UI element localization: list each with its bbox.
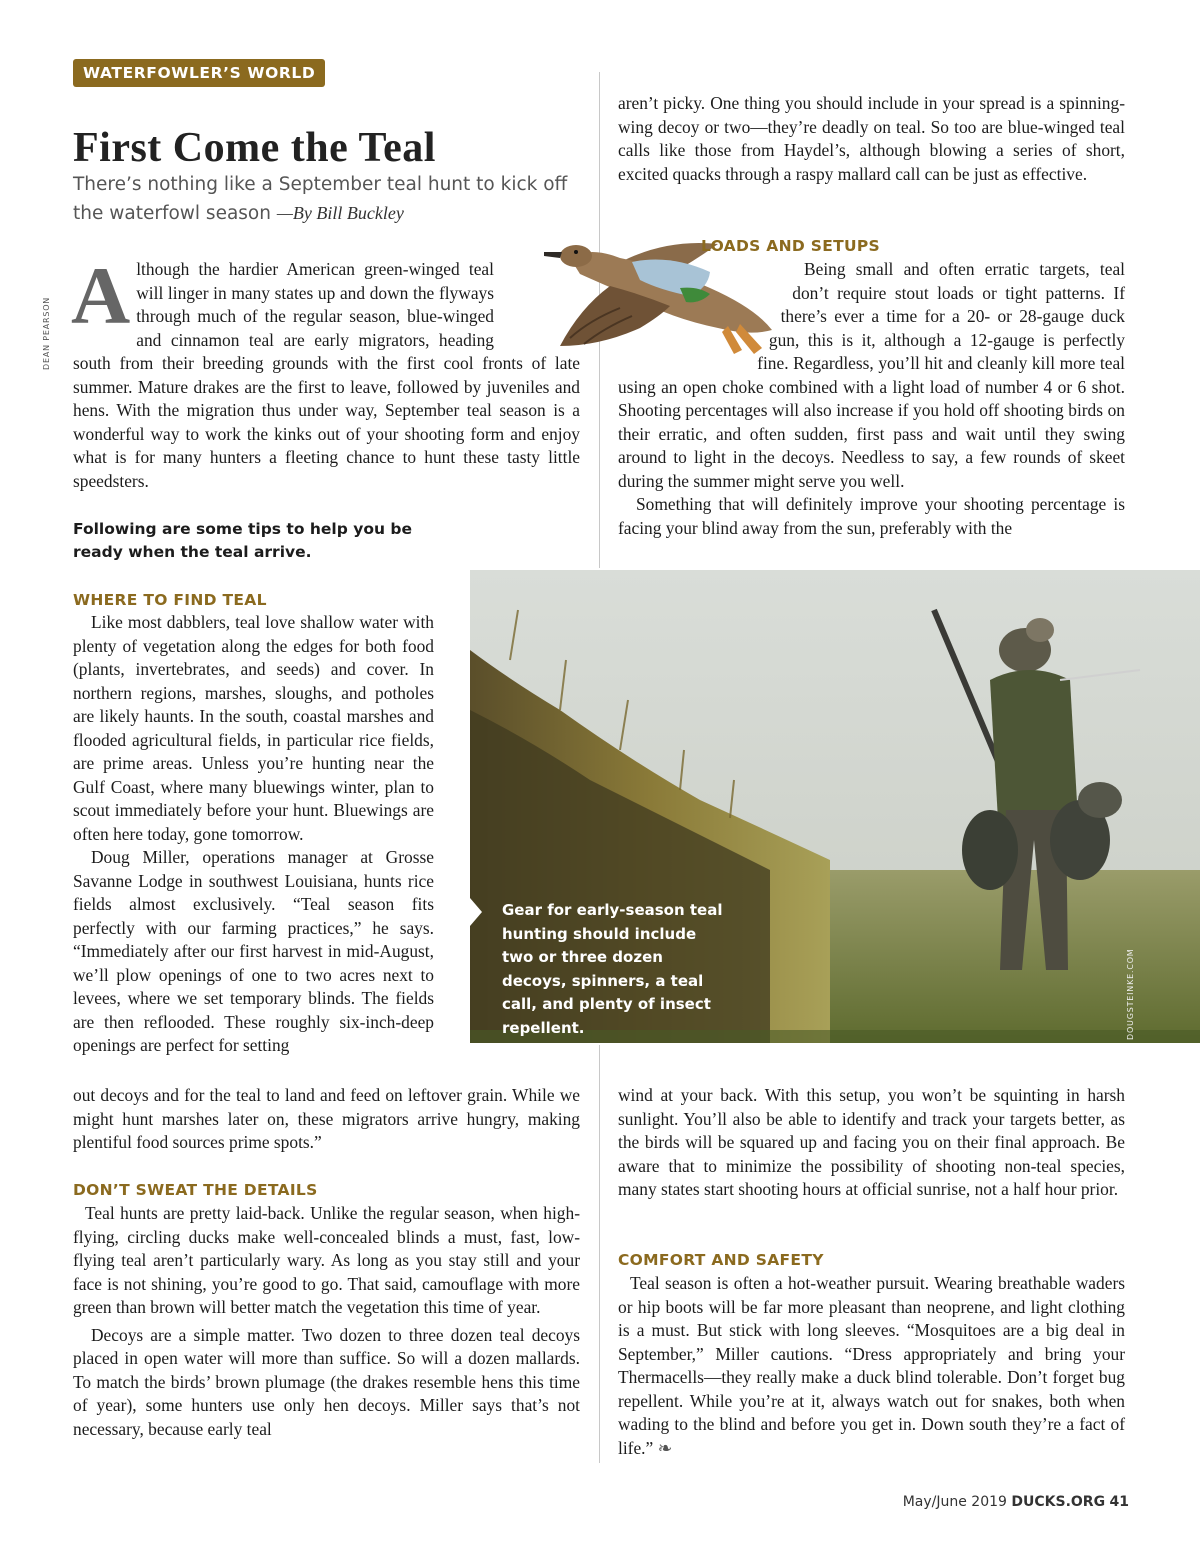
where-paragraph-1: Like most dabblers, teal love shallow water with plenty of vegetation along the edges for both food (plants, invertebrates, and seeds) and cover. In northern regions, marshes, sloughs, and potholes are likely haunts. In the south, coastal marshes and flooded agricultural fields, in particular rice fields, are prime areas. Unless you’re hunting near the Gulf Coast, where many bluewings winter, plan to scout immediately before your hunt. Bluewings are often here today, gone tomorrow. [73, 612, 434, 844]
tips-lead: Following are some tips to help you be ready when the teal arrive. [73, 520, 413, 561]
wrap-spacer [494, 258, 580, 350]
details-paragraph-1: Teal hunts are pretty laid-back. Unlike the regular season, when high-flying, circling ducks make well-concealed blinds a must, fast, low-flying teal aren’t particularly wary. As long as you stay still and your face is not shining, you’re good to go. That said, camouflage with more green than brown will better match the vegetation this time of year. [73, 1203, 580, 1317]
byline: —By Bill Buckley [276, 203, 404, 223]
heading-loads-and-setups: LOADS AND SETUPS [701, 237, 880, 255]
loads-paragraph-2-cont: wind at your back. With this setup, you won’t be squinting in harsh sunlight. You’ll also be able to identify and track your targets better, as the birds will be squared up and facing you on their final approach. Be aware that to minimize the possibility of shooting non-teal species, many states start shooting hours at official sunrise, not a half hour prior. [618, 1085, 1125, 1199]
intro-paragraph [71, 250, 580, 493]
where-paragraph-2-continued [73, 1084, 580, 1155]
loads-paragraph-2-continued [618, 1084, 1125, 1202]
column-rule-bottom [599, 1045, 600, 1463]
loads-paragraph-1: Being small and often erratic targets, teal don’t require stout loads or tight patterns. If there’s ever a time for a 20- or 28-gauge duck gun, this is it, although a 12-gauge is perfectly fine. Regardless, you’ll hit and cleanly kill more teal using an open choke combined with a light load of number 4 or 6 shot. Shooting percentages will also increase if you hold off shooting birds on their erratic, and often sudden, first pass and wait until they swing around to light in the decoys. Needless to say, a few rounds of skeet during the summer might serve you well. [618, 259, 1125, 491]
caption-pointer [470, 898, 482, 926]
article-title: First Come the Teal [73, 125, 436, 171]
loads-paragraph-2: Something that will definitely improve your shooting percentage is facing your blind away from the sun, preferably with the [618, 494, 1125, 538]
comfort-text: Teal season is often a hot-weather pursuit. Wearing breathable waders or hip boots will be far more pleasant than neoprene, and light clothing is a must. But stick with long sleeves. “Mosquitoes are a big deal in September,” Miller cautions. “Dress appropriately and bring your Thermacells—they really make a duck blind tolerable. Don’t forget bug repellent. While you’re at it, always watch out for snakes, both when wading to the blind and before you get in. Down south they’re a fact of life.” [618, 1273, 1125, 1458]
right-top-text: aren’t picky. One thing you should include in your spread is a spinning-wing decoy or two—they’re deadly on teal. So too are blue-winged teal calls like those from Haydel’s, although blowing a series of short, excited quacks through a raspy mallard call can be just as effective. [618, 93, 1125, 184]
page-number: 41 [1109, 1494, 1129, 1510]
footer-date: May/June 2019 [902, 1494, 1007, 1510]
subtitle-text: There’s nothing like a September teal hunt to kick off the waterfowl season [73, 174, 568, 224]
heading-comfort-and-safety: COMFORT AND SAFETY [618, 1251, 824, 1269]
article-subtitle [73, 171, 593, 228]
photo-caption: Gear for early-season teal hunting should include two or three dozen decoys, spinners, a teal call, and plenty of insect repellent. [502, 901, 723, 1037]
page-footer [903, 1494, 1129, 1510]
intro-text: lthough the hardier American green-winged teal will linger in many states up and down the flyways through much of the regular season, blue-winged and cinnamon teal are early migrators, heading south from their breeding grounds with the first cool fronts of late summer. Mature drakes are the first to leave, followed by juveniles and hens. With the migration thus under way, September teal season is a wonderful way to work the kinks out of your shooting form and enjoy what is for many hunters a fleeting chance to hunt these tasty little speedsters. [73, 259, 580, 491]
section-tag: WATERFOWLER’S WORLD [73, 59, 325, 87]
drop-cap: A [71, 250, 131, 341]
right-top-paragraph [618, 92, 1125, 186]
where-paragraph-2: Doug Miller, operations manager at Grosse Savanne Lodge in southwest Louisiana, hunts rice fields almost exclusively. “Teal season fits perfectly with our farming practices,” he says. “Immediately after our first harvest in mid-August, we’ll plow openings of one to two acres next to levees, where we set temporary blinds. The fields are then reflooded. These roughly six-inch-deep openings are perfect for setting [73, 847, 434, 1055]
footer-site: DUCKS.ORG [1011, 1494, 1106, 1510]
where-paragraph-2-cont: out decoys and for the teal to land and feed on leftover grain. While we might hunt marshes later on, these migrators arrive hungry, making plentiful food sources prime spots.” [73, 1085, 580, 1152]
heading-dont-sweat-the-details: DON’T SWEAT THE DETAILS [73, 1181, 318, 1199]
photo-credit-main: DOUGSTEINKE.COM [1126, 948, 1135, 1040]
loads-section-body [618, 258, 1125, 540]
heading-where-to-find-teal: WHERE TO FIND TEAL [73, 591, 267, 609]
where-section-body [73, 611, 434, 1058]
end-mark-icon: ❧ [657, 1437, 673, 1458]
comfort-paragraph-1 [618, 1272, 1125, 1460]
details-paragraph-2: Decoys are a simple matter. Two dozen to three dozen teal decoys placed in open water will more than suffice. So will a dozen mallards. To match the birds’ brown plumage (the drakes resemble hens this time of year), some hunters use only hen decoys. Miller says that’s not necessary, because early teal [73, 1324, 580, 1439]
details-section-body [73, 1202, 580, 1441]
photo-credit-duck: DEAN PEARSON [42, 296, 51, 370]
comfort-section-body [618, 1272, 1125, 1460]
